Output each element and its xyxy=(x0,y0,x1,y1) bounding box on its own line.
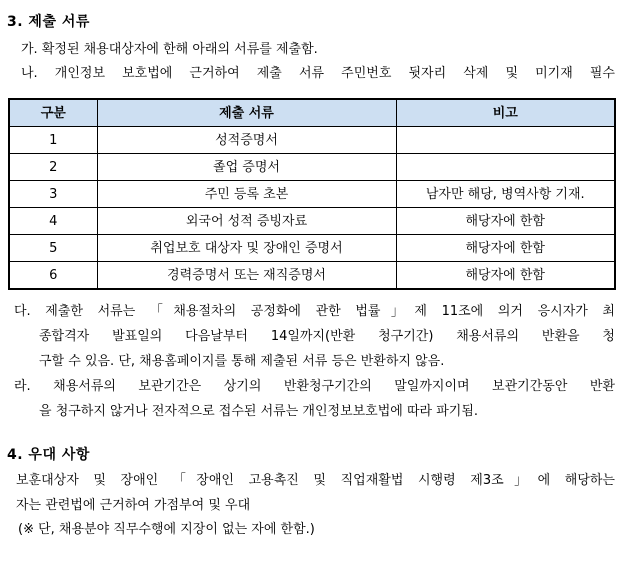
cell-doc: 성적증명서 xyxy=(97,127,396,154)
paragraph-ga: 가. 확정된 채용대상자에 한해 아래의 서류를 제출함. xyxy=(21,42,318,57)
cell-no: 4 xyxy=(9,208,97,235)
table-row xyxy=(9,208,615,235)
cell-no: 2 xyxy=(9,154,97,181)
table-header-row xyxy=(9,99,615,127)
preference-note-line: (※ 단, 채용분야 직무수행에 지장이 없는 자에 한함.) xyxy=(18,522,315,537)
paragraph-da-line-3: 구할 수 있음. 단, 채용홈페이지를 통해 제출된 서류 등은 반환하지 않음. xyxy=(39,354,445,369)
paragraph-da-line-2: 종합격자 발표일의 다음날부터 14일까지(반환 청구기간) 채용서류의 반환을 청 xyxy=(39,329,615,344)
paragraph-na: 나. 개인정보 보호법에 근거하여 제출 서류 주민번호 뒷자리 삭제 및 미기재 필수 xyxy=(21,66,615,81)
section-3-heading: 3. 제출 서류 xyxy=(7,14,90,30)
cell-note: 해당자에 한함 xyxy=(396,208,615,235)
cell-note: 해당자에 한함 xyxy=(396,262,615,290)
table-row xyxy=(9,127,615,154)
preference-body-line-1: 보훈대상자 및 장애인 「장애인 고용촉진 및 직업재활법 시행령 제3조」에 해당하는 xyxy=(16,473,615,488)
cell-doc: 졸업 증명서 xyxy=(97,154,396,181)
table-row xyxy=(9,235,615,262)
cell-doc: 경력증명서 또는 재직증명서 xyxy=(97,262,396,290)
cell-note xyxy=(396,154,615,181)
table-row xyxy=(9,262,615,290)
submission-documents-table xyxy=(8,98,616,290)
cell-no: 3 xyxy=(9,181,97,208)
table-row xyxy=(9,181,615,208)
paragraph-ra-line-1: 라. 채용서류의 보관기간은 상기의 반환청구기간의 말일까지이며 보관기간동안 반환 xyxy=(14,379,615,394)
cell-doc: 외국어 성적 증빙자료 xyxy=(97,208,396,235)
column-header-doc: 제출 서류 xyxy=(97,99,396,127)
cell-doc: 주민 등록 초본 xyxy=(97,181,396,208)
cell-doc: 취업보호 대상자 및 장애인 증명서 xyxy=(97,235,396,262)
cell-no: 1 xyxy=(9,127,97,154)
paragraph-ra-line-2: 을 청구하지 않거나 전자적으로 접수된 서류는 개인정보보호법에 따라 파기됨. xyxy=(39,404,479,419)
cell-no: 5 xyxy=(9,235,97,262)
section-4-heading: 4. 우대 사항 xyxy=(7,447,90,463)
cell-note xyxy=(396,127,615,154)
column-header-note: 비고 xyxy=(396,99,615,127)
preference-body-line-2: 자는 관련법에 근거하여 가점부여 및 우대 xyxy=(16,498,251,513)
cell-no: 6 xyxy=(9,262,97,290)
cell-note: 남자만 해당, 병역사항 기재. xyxy=(396,181,615,208)
paragraph-da-line-1: 다. 제출한 서류는 「채용절차의 공정화에 관한 법률」제 11조에 의거 응시자가 최 xyxy=(14,304,615,319)
cell-note: 해당자에 한함 xyxy=(396,235,615,262)
table-row xyxy=(9,154,615,181)
column-header-no: 구분 xyxy=(9,99,97,127)
